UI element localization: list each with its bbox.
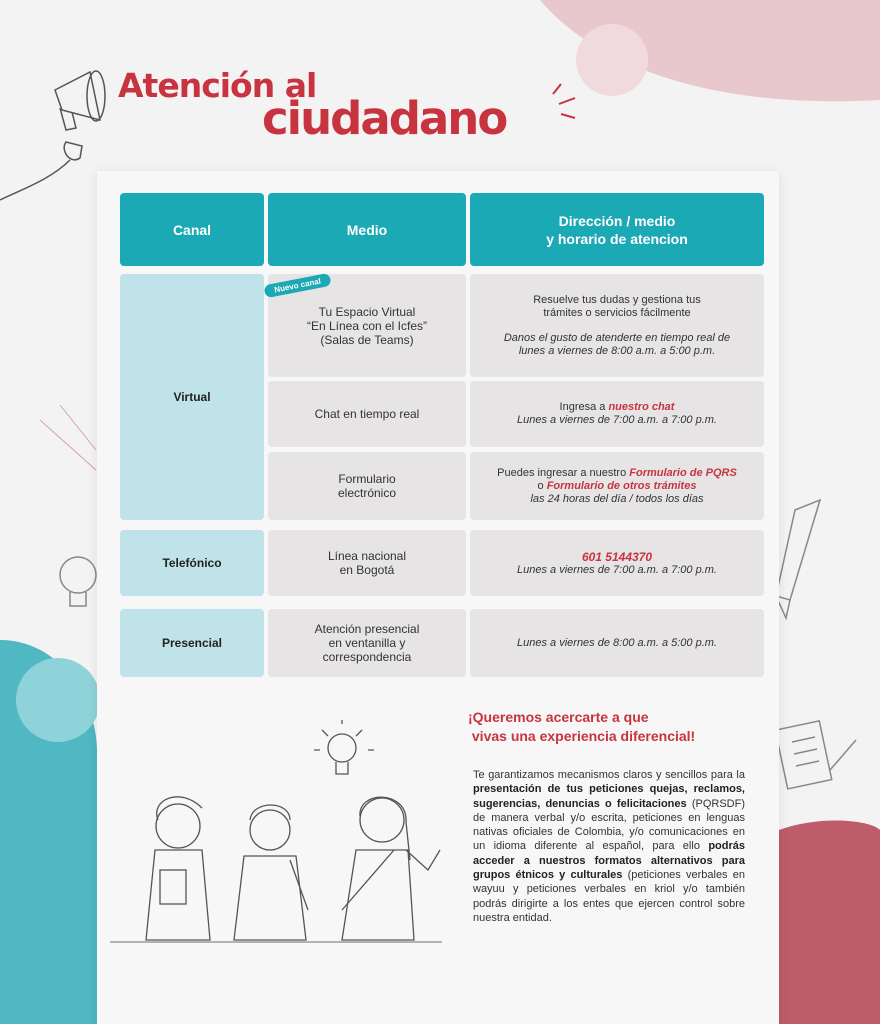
deco-line bbox=[40, 420, 96, 470]
formulario-mid: o bbox=[537, 479, 547, 492]
canal-telefonico: Telefónico bbox=[120, 530, 264, 596]
slogan bbox=[468, 708, 768, 746]
lightbulb-icon bbox=[60, 557, 96, 606]
page-title-line-2: ciudadano bbox=[262, 92, 507, 145]
phone-number[interactable]: 601 5144370 bbox=[581, 549, 653, 564]
paragraph-part-2: (PQRSDF) de manera verbal y/o escrita, peticiones en lenguas nativas oficiales de Colombia, y/o comunicaciones en un idioma diferente al español, para ello bbox=[473, 797, 745, 853]
pencil-icon bbox=[776, 500, 820, 618]
paragraph-bold-1: presentación de tus peticiones quejas, reclamos, sugerencias, denuncias o felicitaciones bbox=[473, 783, 745, 810]
pqrs-form-link[interactable]: Formulario de PQRS bbox=[629, 466, 737, 479]
form-checklist-icon bbox=[775, 721, 856, 789]
paragraph-bold-2: podrás acceder a nuestros formatos alternativos para grupos étnicos y culturales bbox=[473, 840, 745, 882]
paragraph-part-3: (peticiones verbales en wayuu y peticiones verbales en kriol y/o también podrás dirigirte a los entes que ejercen control sobre nuestra entidad. bbox=[473, 869, 745, 924]
person-right bbox=[342, 797, 440, 940]
header-medio: Medio bbox=[268, 193, 466, 266]
medio-chat: Chat en tiempo real bbox=[268, 381, 466, 447]
header-direccion: Dirección / medio y horario de atencion bbox=[470, 193, 764, 266]
canal-presencial: Presencial bbox=[120, 609, 264, 677]
closing-paragraph bbox=[473, 768, 745, 925]
person-left bbox=[146, 797, 210, 940]
page-title-line-1: Atención al bbox=[118, 66, 317, 105]
direccion-chat bbox=[470, 381, 764, 447]
formulario-pre: Puedes ingresar a nuestro bbox=[497, 466, 630, 479]
paragraph-part-1: Te garantizamos mecanismos claros y sencillos para la bbox=[473, 769, 745, 781]
chat-hours: Lunes a viernes de 7:00 a.m. a 7:00 p.m. bbox=[517, 414, 717, 426]
otros-tramites-link[interactable]: Formulario de otros trámites bbox=[546, 479, 697, 492]
formulario-hours: las 24 horas del día / todos los días bbox=[530, 492, 704, 505]
telefonico-hours: Lunes a viernes de 7:00 a.m. a 7:00 p.m. bbox=[517, 563, 717, 576]
espacio-virtual-desc: Resuelve tus dudas y gestiona tus trámites o servicios fácilmente bbox=[533, 293, 701, 319]
person-center bbox=[234, 805, 308, 940]
header-canal: Canal bbox=[120, 193, 264, 266]
pink-bubble bbox=[576, 24, 648, 96]
lightbulb-small-icon bbox=[314, 720, 374, 774]
teal-bubble bbox=[16, 658, 100, 742]
medio-presencial: Atención presencial en ventanilla y correspondencia bbox=[268, 609, 466, 677]
medio-espacio-virtual: Tu Espacio Virtual “En Línea con el Icfes” (Salas de Teams) bbox=[268, 274, 466, 377]
direccion-presencial bbox=[470, 609, 764, 677]
chat-pre: Ingresa a bbox=[559, 401, 609, 413]
rose-blob-bottom-right bbox=[779, 821, 880, 1024]
espacio-virtual-hours: Danos el gusto de atenderte en tiempo real de lunes a viernes de 8:00 a.m. a 5:00 p.m. bbox=[503, 331, 731, 357]
direccion-espacio-virtual bbox=[470, 274, 764, 377]
presencial-hours: Lunes a viernes de 8:00 a.m. a 5:00 p.m. bbox=[517, 636, 717, 649]
medio-linea-nacional: Línea nacional en Bogotá bbox=[268, 530, 466, 596]
slogan-line-1: ¡Queremos acercarte a que bbox=[468, 709, 649, 725]
megaphone-icon bbox=[0, 71, 105, 200]
sparkle-lines-icon bbox=[545, 82, 585, 122]
direccion-telefonico bbox=[470, 530, 764, 596]
medio-formulario: Formulario electrónico bbox=[268, 452, 466, 520]
new-channel-badge: Nuevo canal bbox=[263, 273, 331, 299]
direccion-formulario bbox=[470, 452, 764, 520]
chat-link[interactable]: nuestro chat bbox=[608, 401, 675, 413]
people-illustration bbox=[110, 720, 450, 950]
canal-virtual: Virtual bbox=[120, 274, 264, 520]
slogan-line-2: vivas una experiencia diferencial! bbox=[468, 728, 696, 744]
